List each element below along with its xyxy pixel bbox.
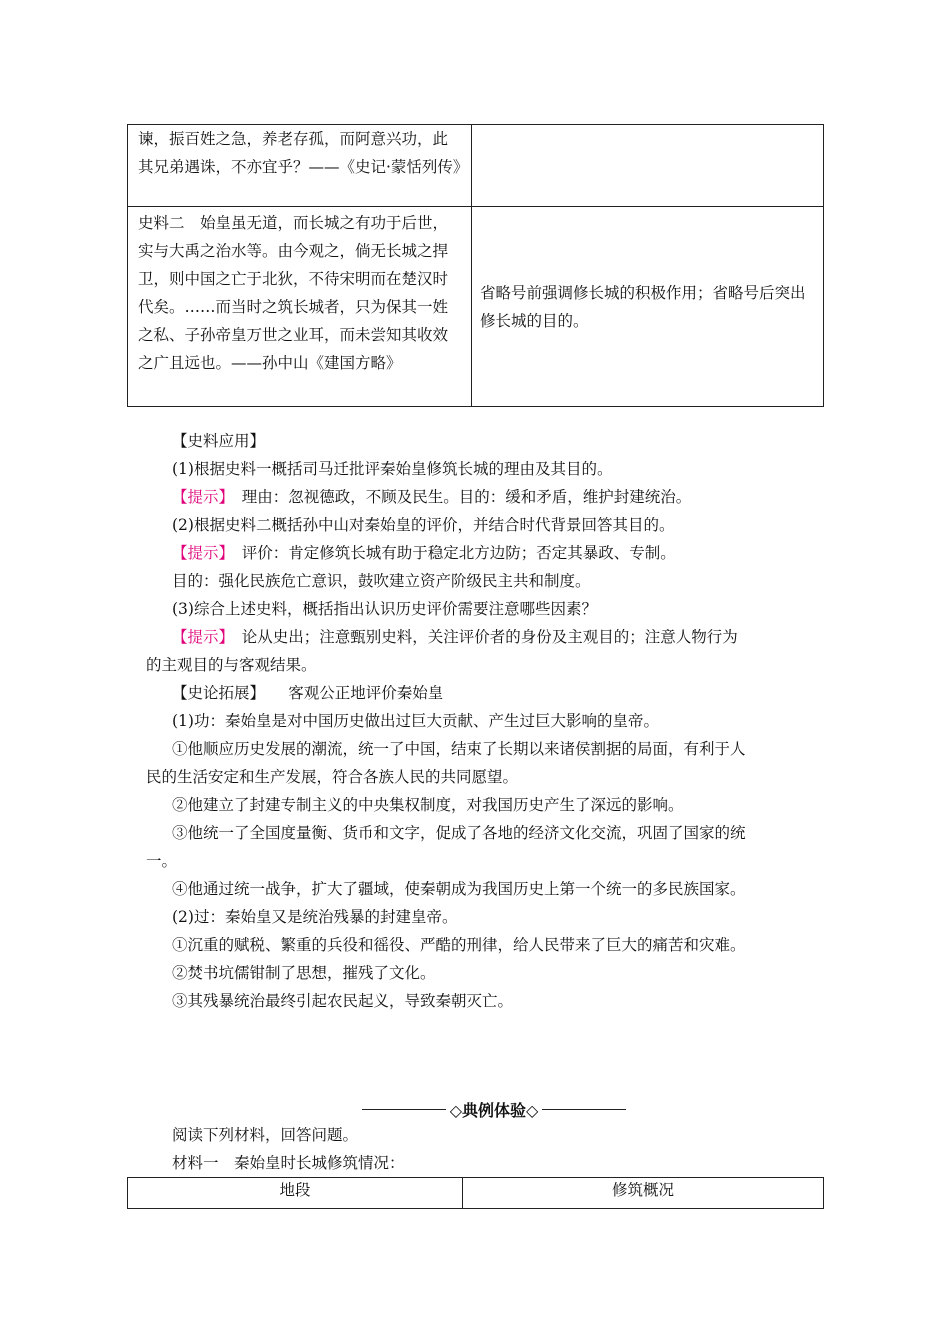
divider-rule [362, 1109, 446, 1110]
question: (3)综合上述史料，概括指出认识历史评价需要注意哪些因素？ [172, 600, 597, 618]
paragraph: ③其残暴统治最终引起农民起义，导致秦朝灭亡。 [172, 992, 514, 1010]
answer-text: 目的：强化民族危亡意识，鼓吹建立资产阶级民主共和制度。 [172, 572, 591, 590]
paragraph: 一。 [146, 852, 178, 870]
table-cell: 史料二 始皇虽无道，而长城之有功于后世，实与大禹之治水等。由今观之，倘无长城之捍卫，则中国之亡于北狄，不待宋明而在楚汉时代矣。……而当时之筑长城者，只为保其一姓之私、子孙帝皇万世之业耳，而未尝知其收效之广且远也。——孙中山《建国方略》 [128, 207, 472, 407]
paragraph: (1)功：秦始皇是对中国历史做出过巨大贡献、产生过巨大影响的皇帝。 [172, 712, 659, 730]
answer-text: 理由：忽视德政，不顾及民生。目的：缓和矛盾，维护封建统治。 [226, 488, 692, 506]
answer-text: 的主观目的与客观结果。 [146, 656, 317, 674]
table-cell: 省略号前强调修长城的积极作用；省略号后突出修长城的目的。 [472, 207, 824, 407]
table-cell: 谏，振百姓之急，养老存孤，而阿意兴功，此其兄弟遇诛，不亦宜乎？——《史记·蒙恬列传》 [128, 125, 472, 207]
hint-label: 【提示】 [172, 544, 227, 562]
answer [172, 540, 862, 566]
paragraph: ②他建立了封建专制主义的中央集权制度，对我国历史产生了深远的影响。 [172, 796, 684, 814]
column-header: 修筑概况 [463, 1178, 824, 1209]
answer-text: 评价：肯定修筑长城有助于稳定北方边防；否定其暴政、专制。 [226, 544, 676, 562]
paragraph: ②焚书坑儒钳制了思想，摧残了文化。 [172, 964, 436, 982]
paragraph: ④他通过统一战争，扩大了疆域，使秦朝成为我国历史上第一个统一的多民族国家。 [172, 880, 746, 898]
section-heading: 【史论拓展】 客观公正地评价秦始皇 [172, 684, 444, 702]
table-cell [472, 125, 824, 207]
paragraph: ①他顺应历史发展的潮流，统一了中国，结束了长期以来诸侯割据的局面，有利于人 [172, 740, 746, 758]
paragraph: 民的生活安定和生产发展，符合各族人民的共同愿望。 [146, 768, 519, 786]
answer-text: 论从史出；注意甄别史料，关注评价者的身份及主观目的；注意人物行为 [226, 628, 738, 646]
material-table [127, 1177, 824, 1209]
answer [172, 624, 862, 650]
hint-label: 【提示】 [172, 628, 227, 646]
question: (1)根据史料一概括司马迁批评秦始皇修筑长城的理由及其目的。 [172, 460, 613, 478]
paragraph: (2)过：秦始皇又是统治残暴的封建皇帝。 [172, 908, 458, 926]
section-divider [362, 1097, 626, 1121]
column-header: 地段 [128, 1178, 463, 1209]
paragraph: ①沉重的赋税、繁重的兵役和徭役、严酷的刑律，给人民带来了巨大的痛苦和灾难。 [172, 936, 746, 954]
paragraph: 材料一 秦始皇时长城修筑情况： [172, 1154, 405, 1172]
section-heading: 【史料应用】 [172, 432, 266, 450]
divider-title: ◇典例体验◇ [449, 1100, 539, 1120]
question: (2)根据史料二概括孙中山对秦始皇的评价，并结合时代背景回答其目的。 [172, 516, 675, 534]
paragraph: 阅读下列材料，回答问题。 [172, 1126, 359, 1144]
answer [172, 484, 862, 510]
hint-label: 【提示】 [172, 488, 227, 506]
source-analysis-table [127, 124, 824, 407]
divider-rule [542, 1109, 626, 1110]
paragraph: ③他统一了全国度量衡、货币和文字，促成了各地的经济文化交流，巩固了国家的统 [172, 824, 746, 842]
